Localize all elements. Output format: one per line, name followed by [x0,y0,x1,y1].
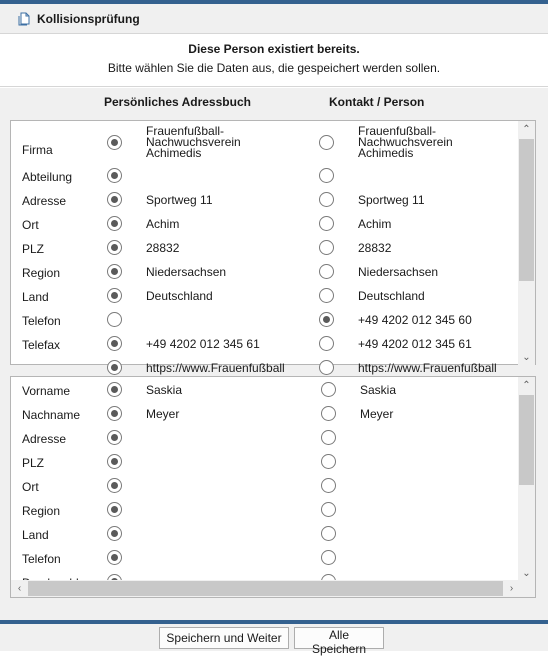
scroll-down-icon[interactable]: ⌄ [522,568,531,579]
field-row [11,332,519,356]
column-header-address-book: Persönliches Adressbuch [104,95,251,109]
select-left-radio[interactable] [107,216,122,231]
field-label: Region [22,266,61,280]
address-book-value: Frauenfußball- Nachwuchsverein Achimedis [146,124,241,160]
field-label: Telefon [22,314,61,328]
select-right-radio[interactable] [319,336,334,351]
address-book-value: https://www.Frauenfußball [146,361,285,375]
contact-person-value: +49 4202 012 345 61 [358,337,472,351]
contact-person-value: Saskia [360,383,397,397]
field-label: Telefax [22,338,61,352]
select-right-radio[interactable] [319,288,334,303]
address-book-value: Meyer [146,407,180,421]
person-data-panel[interactable] [10,376,536,598]
field-row [11,125,519,163]
field-row [11,498,519,522]
address-book-value: Deutschland [146,289,213,303]
select-left-radio[interactable] [107,478,122,493]
select-right-radio[interactable] [321,430,336,445]
select-right-radio[interactable] [321,550,336,565]
select-right-radio[interactable] [321,406,336,421]
field-label: Telefon [22,552,61,566]
select-right-radio[interactable] [321,454,336,469]
select-left-radio[interactable] [107,135,122,150]
field-label: Nachname [22,408,81,422]
field-row [11,308,519,332]
select-right-radio[interactable] [319,192,334,207]
select-right-radio[interactable] [319,264,334,279]
select-left-radio[interactable] [107,168,122,183]
select-right-radio[interactable] [319,312,334,327]
save-and-continue-button[interactable]: Speichern und Weiter [159,627,289,649]
company-data-panel[interactable] [10,120,536,375]
scroll-up-icon[interactable]: ⌃ [522,124,531,135]
address-book-value: Achim [146,217,180,231]
contact-person-value: 28832 [358,241,392,255]
field-row [11,284,519,308]
address-book-value: Saskia [146,383,183,397]
address-book-value: Sportweg 11 [146,193,213,207]
select-left-radio[interactable] [107,288,122,303]
select-right-radio[interactable] [319,360,334,375]
contact-person-value: Deutschland [358,289,425,303]
address-book-value: Niedersachsen [146,265,227,279]
save-all-button[interactable]: Alle Speichern [294,627,384,649]
field-label: Adresse [22,194,67,208]
field-row [11,426,519,450]
select-left-radio[interactable] [107,312,122,327]
message-headline: Diese Person existiert bereits. [188,42,360,56]
field-label: PLZ [22,242,45,256]
title-bar [0,4,548,34]
select-left-radio[interactable] [107,454,122,469]
contact-person-value: Achim [358,217,392,231]
select-left-radio[interactable] [107,382,122,397]
contact-person-value: +49 4202 012 345 60 [358,313,472,327]
select-right-radio[interactable] [321,502,336,517]
window-title: Kollisionsprüfung [37,11,140,26]
contact-person-value: Frauenfußball- Nachwuchsverein Achimedis [358,124,453,160]
field-label: Adresse [22,432,67,446]
scroll-right-icon[interactable]: › [509,583,514,594]
select-right-radio[interactable] [319,240,334,255]
select-right-radio[interactable] [321,526,336,541]
scroll-thumb[interactable] [28,581,503,596]
button-bar [0,624,548,656]
select-left-radio[interactable] [107,406,122,421]
select-left-radio[interactable] [107,550,122,565]
field-label: Abteilung [22,170,73,184]
contact-person-value: Sportweg 11 [358,193,425,207]
select-right-radio[interactable] [321,382,336,397]
field-row [11,164,519,188]
select-left-radio[interactable] [107,526,122,541]
scroll-thumb[interactable] [519,395,534,485]
select-left-radio[interactable] [107,360,122,375]
field-label: Ort [22,218,39,232]
document-icon [18,12,31,26]
person-vertical-scrollbar[interactable] [518,377,535,582]
field-label: Land [22,528,49,542]
select-right-radio[interactable] [319,216,334,231]
select-left-radio[interactable] [107,336,122,351]
message-header [0,35,548,87]
select-left-radio[interactable] [107,192,122,207]
field-label: Vorname [22,384,71,398]
contact-person-value: https://www.Frauenfußball [358,361,497,375]
field-label: Ort [22,480,39,494]
scroll-left-icon[interactable]: ‹ [17,583,22,594]
scrollbar-corner [518,580,535,597]
select-left-radio[interactable] [107,264,122,279]
select-right-radio[interactable] [319,168,334,183]
field-row [11,188,519,212]
select-left-radio[interactable] [107,240,122,255]
person-horizontal-scrollbar[interactable] [11,580,520,597]
column-header-contact-person: Kontakt / Person [329,95,425,109]
field-row [11,260,519,284]
address-book-value: 28832 [146,241,180,255]
field-row [11,378,519,402]
scroll-thumb[interactable] [519,139,534,281]
field-label: Firma [22,143,53,157]
field-row [11,522,519,546]
field-row [11,474,519,498]
contact-person-value: Niedersachsen [358,265,439,279]
field-label: Region [22,504,61,518]
contact-person-value: Meyer [360,407,394,421]
field-row [11,450,519,474]
field-label: Land [22,290,49,304]
field-row [11,402,519,426]
field-row [11,236,519,260]
scroll-up-icon[interactable]: ⌃ [522,380,531,391]
company-vertical-scrollbar[interactable] [518,121,535,366]
select-left-radio[interactable] [107,430,122,445]
message-subline: Bitte wählen Sie die Daten aus, die gespeichert werden sollen. [107,61,441,75]
field-row [11,546,519,570]
address-book-value: +49 4202 012 345 61 [146,337,260,351]
select-right-radio[interactable] [321,478,336,493]
scroll-down-icon[interactable]: ⌄ [522,352,531,363]
field-label: PLZ [22,456,45,470]
field-row [11,212,519,236]
select-right-radio[interactable] [319,135,334,150]
select-left-radio[interactable] [107,502,122,517]
